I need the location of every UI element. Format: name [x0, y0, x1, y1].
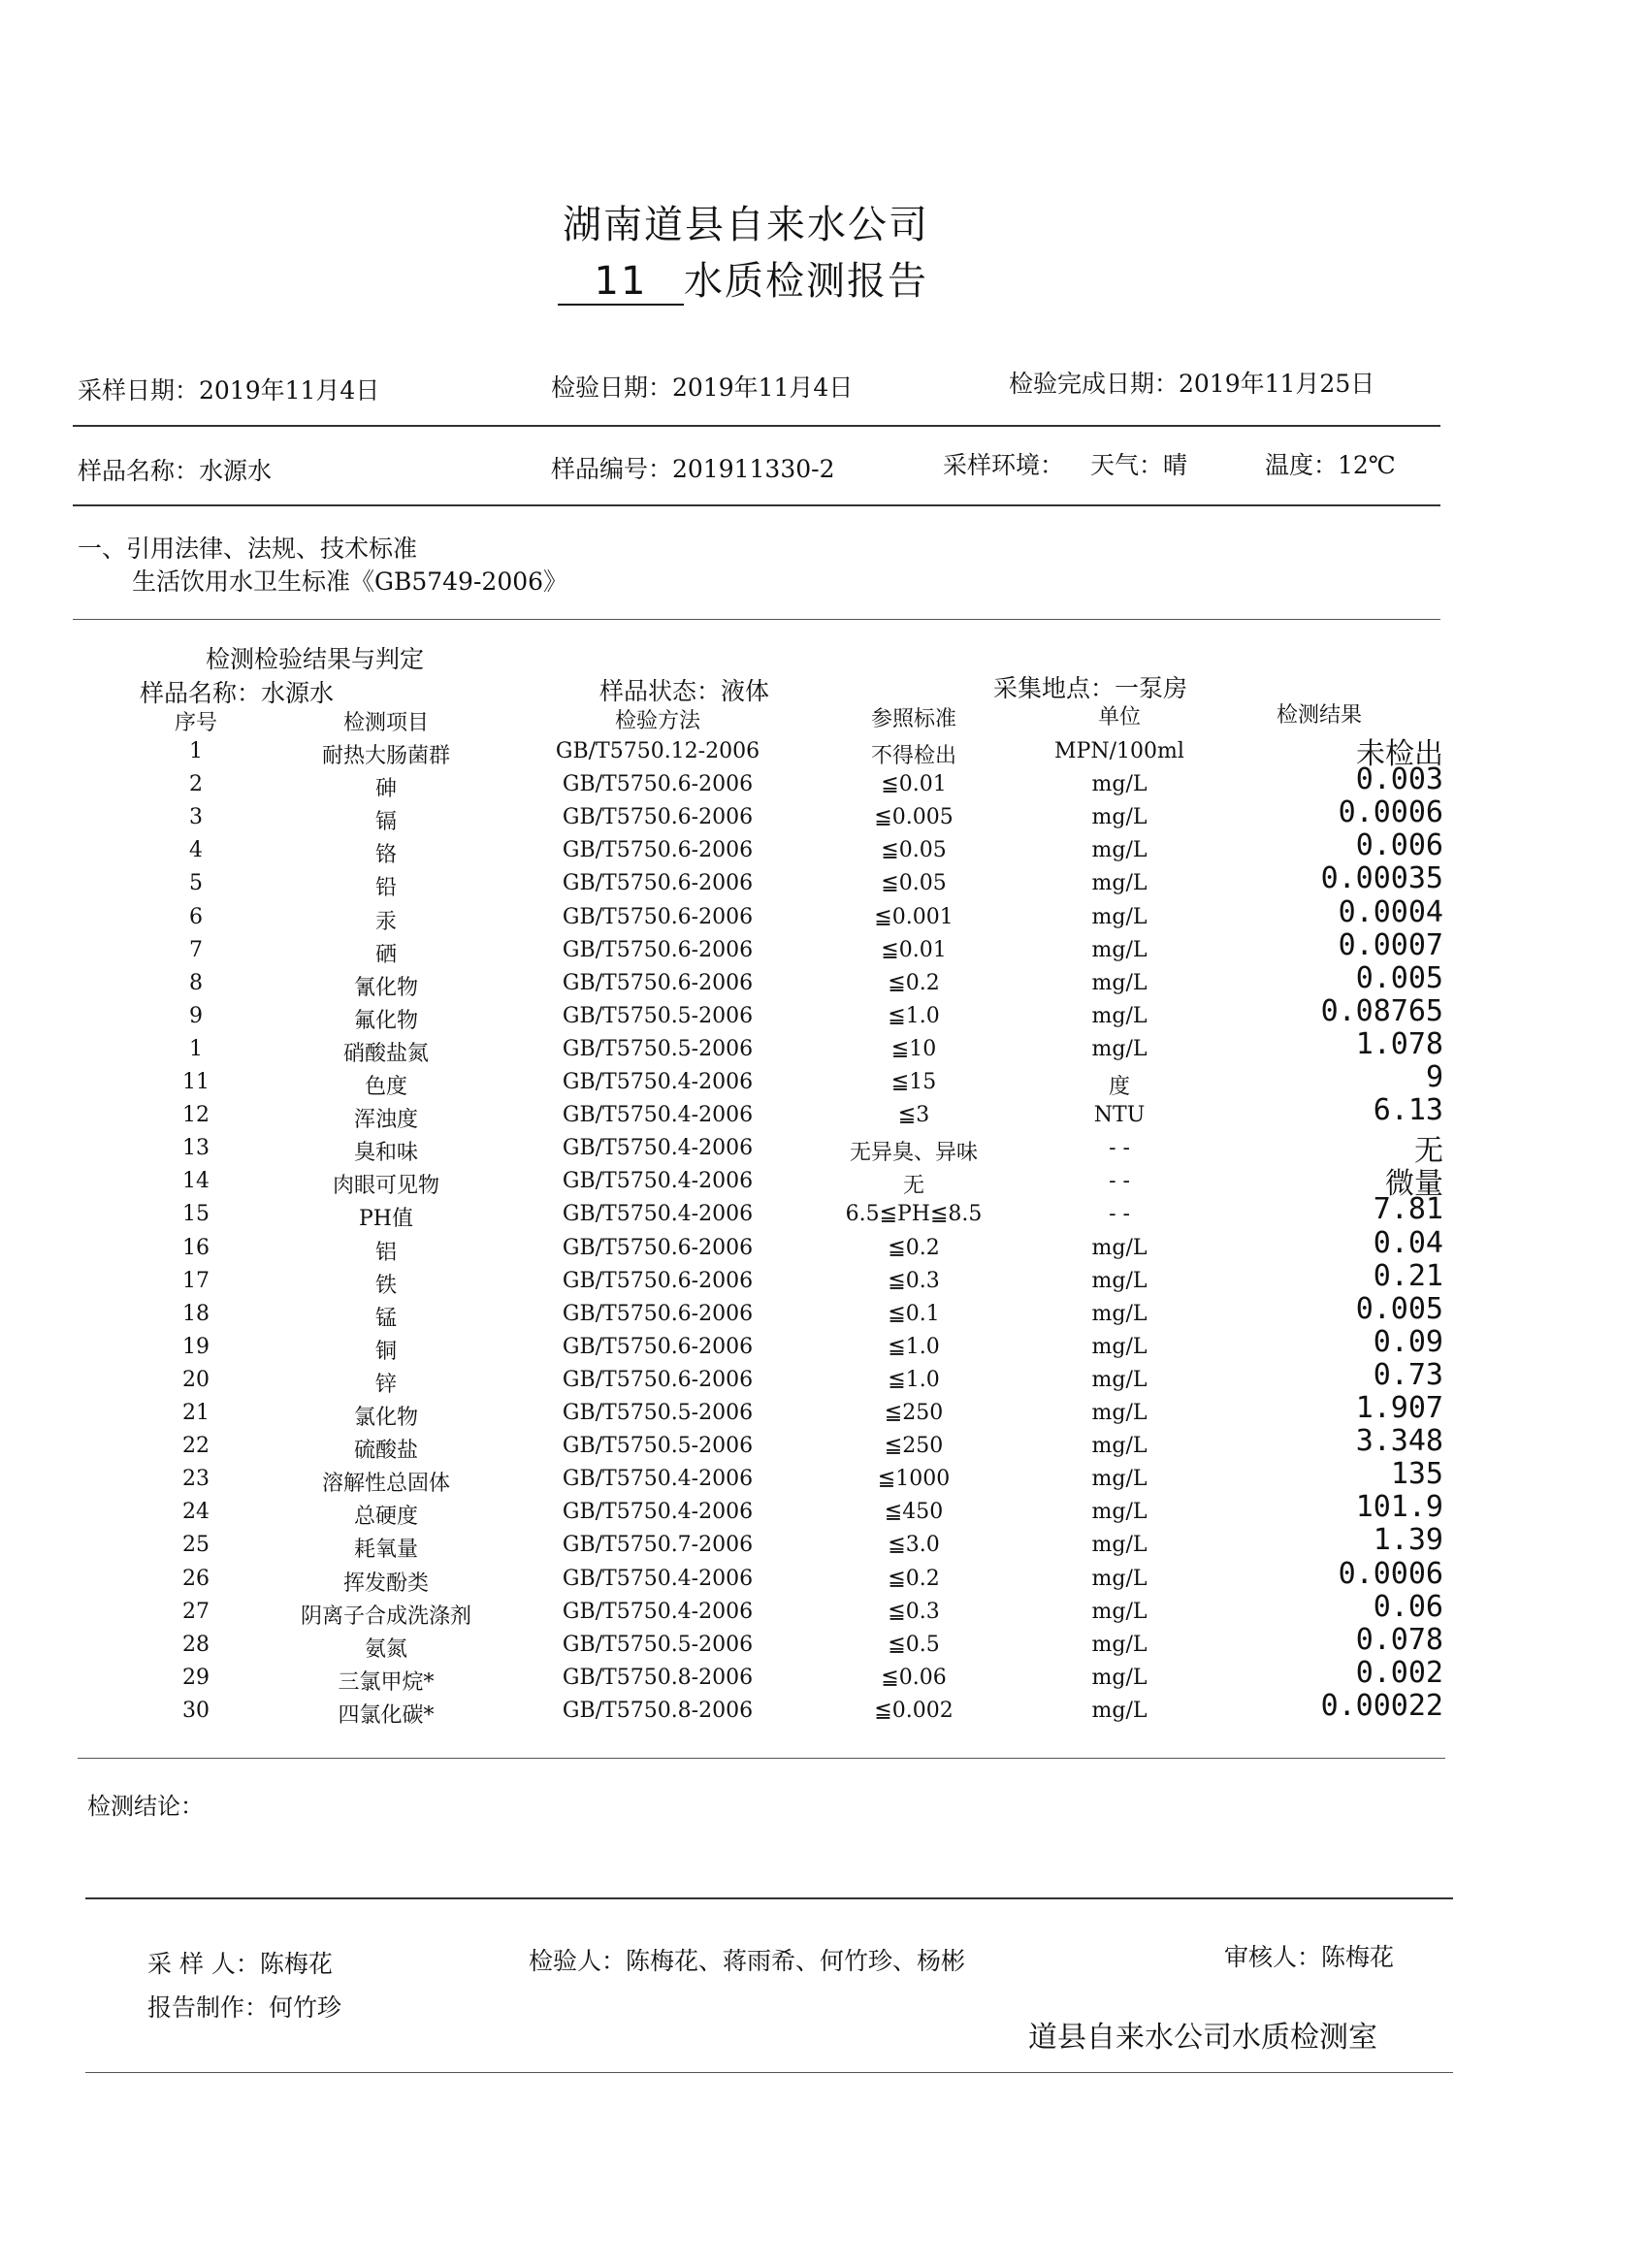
- row-standard: ≦0.3: [888, 1268, 940, 1293]
- row-number: 7: [189, 937, 203, 962]
- row-number: 1: [189, 739, 203, 763]
- column-header-unit: 单位: [1097, 705, 1141, 729]
- row-number: 16: [182, 1235, 210, 1260]
- row-item: 肉眼可见物: [332, 1174, 439, 1199]
- row-method: GB/T5750.6-2006: [562, 1235, 754, 1260]
- row-method: GB/T5750.4-2006: [562, 1103, 754, 1128]
- row-number: 21: [182, 1401, 210, 1425]
- row-item: 铜: [374, 1339, 397, 1364]
- row-number: 4: [189, 838, 203, 863]
- row-unit: NTU: [1093, 1103, 1146, 1128]
- row-method: GB/T5750.4-2006: [562, 1599, 754, 1624]
- row-unit: mg/L: [1091, 1500, 1148, 1525]
- row-standard: ≦15: [890, 1070, 937, 1094]
- standards-heading: 一、引用法律、法规、技术标准: [78, 535, 418, 563]
- row-result: 1.078: [1355, 1026, 1443, 1061]
- report-maker: 报告制作：何竹珍: [147, 1993, 342, 2022]
- row-item: 耗氧量: [353, 1538, 418, 1563]
- row-result: 6.13: [1373, 1093, 1443, 1128]
- weather: 天气：晴: [1090, 451, 1188, 479]
- row-method: GB/T5750.4-2006: [562, 1169, 754, 1194]
- sampler: 采 样 人：陈梅花: [147, 1950, 333, 1978]
- row-number: 23: [182, 1467, 210, 1492]
- row-result: 0.0006: [1338, 795, 1443, 830]
- row-number: 30: [182, 1698, 210, 1723]
- row-unit: mg/L: [1091, 1632, 1148, 1657]
- row-unit: mg/L: [1091, 1434, 1148, 1459]
- row-unit: mg/L: [1091, 1367, 1148, 1392]
- row-result: 0.21: [1373, 1258, 1443, 1293]
- row-standard: ≦0.05: [881, 838, 947, 863]
- row-standard: ≦1.0: [888, 1003, 940, 1028]
- row-method: GB/T5750.8-2006: [562, 1698, 754, 1723]
- row-standard: ≦10: [890, 1036, 937, 1061]
- column-header-no: 序号: [174, 711, 217, 735]
- test-date: 检验日期：2019年11月4日: [551, 373, 854, 402]
- row-result: 微量: [1385, 1167, 1443, 1202]
- sampling-location: 采集地点：一泵房: [993, 674, 1188, 702]
- report-title-text: 水质检测报告: [684, 259, 928, 304]
- row-result: 0.09: [1373, 1324, 1443, 1359]
- row-result: 0.06: [1373, 1589, 1443, 1624]
- report-title: [558, 250, 928, 306]
- divider: [85, 1897, 1453, 1899]
- inspectors: 检验人：陈梅花、蒋雨希、何竹珍、杨彬: [529, 1947, 966, 1975]
- report-number: 11: [558, 259, 684, 306]
- row-result: 0.006: [1355, 828, 1443, 863]
- row-number: 13: [182, 1136, 210, 1161]
- row-result: 101.9: [1355, 1490, 1443, 1525]
- row-unit: mg/L: [1091, 1268, 1148, 1293]
- row-standard: ≦0.01: [881, 937, 947, 962]
- lab-name: 道县自来水公司水质检测室: [1028, 2021, 1377, 2055]
- row-method: GB/T5750.6-2006: [562, 1334, 754, 1359]
- row-unit: mg/L: [1091, 970, 1148, 995]
- temperature: 温度：12℃: [1265, 451, 1396, 479]
- results-heading: 检测检验结果与判定: [206, 645, 425, 673]
- row-result: 0.0006: [1338, 1556, 1443, 1591]
- row-method: GB/T5750.6-2006: [562, 805, 754, 830]
- row-method: GB/T5750.6-2006: [562, 904, 754, 929]
- results-sample-name: 样品名称：水源水: [140, 679, 335, 707]
- row-unit: 度: [1108, 1075, 1130, 1099]
- row-unit: mg/L: [1091, 871, 1148, 896]
- row-standard: ≦0.002: [874, 1698, 954, 1723]
- row-method: GB/T5750.6-2006: [562, 1367, 754, 1392]
- row-unit: mg/L: [1091, 838, 1148, 863]
- row-item: 氯化物: [353, 1406, 418, 1430]
- row-method: GB/T5750.5-2006: [562, 1434, 754, 1459]
- row-unit: mg/L: [1091, 1698, 1148, 1723]
- divider: [73, 425, 1440, 427]
- row-item: 氟化物: [353, 1008, 418, 1033]
- row-result: 7.81: [1373, 1192, 1443, 1227]
- row-result: 0.00035: [1320, 861, 1443, 896]
- row-number: 9: [189, 1003, 203, 1028]
- row-number: 28: [182, 1632, 210, 1657]
- row-item: 耐热大肠菌群: [321, 744, 450, 768]
- reviewer: 审核人：陈梅花: [1224, 1943, 1395, 1971]
- row-standard: ≦0.2: [888, 1235, 940, 1260]
- row-result: 无: [1414, 1134, 1443, 1169]
- row-method: GB/T5750.6-2006: [562, 838, 754, 863]
- sample-name: 样品名称：水源水: [78, 457, 273, 485]
- row-standard: ≦0.3: [888, 1599, 940, 1624]
- row-unit: mg/L: [1091, 1533, 1148, 1558]
- row-standard: ≦0.05: [881, 871, 947, 896]
- row-number: 12: [182, 1103, 210, 1128]
- row-item: 镉: [374, 810, 397, 835]
- row-item: 总硬度: [353, 1505, 418, 1530]
- row-standard: ≦0.2: [888, 1566, 940, 1591]
- row-number: 8: [189, 970, 203, 995]
- row-unit: - -: [1109, 1202, 1130, 1227]
- column-header-result: 检测结果: [1277, 703, 1363, 728]
- row-number: 19: [182, 1334, 210, 1359]
- row-method: GB/T5750.4-2006: [562, 1202, 754, 1227]
- row-number: 15: [182, 1202, 210, 1227]
- row-number: 11: [182, 1070, 210, 1094]
- row-method: GB/T5750.7-2006: [562, 1533, 754, 1558]
- sample-number: 样品编号：201911330-2: [551, 455, 835, 483]
- divider: [73, 504, 1440, 506]
- row-unit: mg/L: [1091, 1235, 1148, 1260]
- row-method: GB/T5750.5-2006: [562, 1036, 754, 1061]
- row-result: 0.003: [1355, 762, 1443, 797]
- row-unit: mg/L: [1091, 1467, 1148, 1492]
- row-unit: mg/L: [1091, 1665, 1148, 1690]
- row-result: 未检出: [1356, 737, 1443, 771]
- row-unit: - -: [1109, 1136, 1130, 1161]
- row-result: 0.005: [1355, 1291, 1443, 1326]
- row-item: 色度: [364, 1075, 407, 1099]
- row-standard: ≦1.0: [888, 1334, 940, 1359]
- row-standard: ≦0.1: [888, 1301, 940, 1326]
- row-method: GB/T5750.6-2006: [562, 1268, 754, 1293]
- row-number: 1: [189, 1036, 203, 1061]
- row-unit: mg/L: [1091, 937, 1148, 962]
- row-item: 锌: [374, 1372, 397, 1397]
- row-method: GB/T5750.8-2006: [562, 1665, 754, 1690]
- row-method: GB/T5750.5-2006: [562, 1632, 754, 1657]
- row-result: 135: [1390, 1457, 1443, 1492]
- conclusion-label: 检测结论：: [87, 1793, 204, 1820]
- row-item: 阴离子合成洗涤剂: [300, 1604, 471, 1629]
- row-standard: ≦0.2: [888, 970, 940, 995]
- row-item: 四氯化碳*: [338, 1702, 435, 1728]
- row-number: 18: [182, 1301, 210, 1326]
- row-unit: MPN/100ml: [1054, 739, 1184, 763]
- row-standard: ≦0.01: [881, 772, 947, 797]
- row-standard: 无异臭、异味: [849, 1141, 978, 1166]
- row-method: GB/T5750.6-2006: [562, 871, 754, 896]
- row-unit: mg/L: [1091, 1599, 1148, 1624]
- row-method: GB/T5750.4-2006: [562, 1500, 754, 1525]
- row-standard: ≦1000: [877, 1467, 951, 1492]
- sample-state: 样品状态：液体: [599, 677, 770, 705]
- row-standard: ≦3: [897, 1103, 930, 1128]
- row-number: 17: [182, 1268, 210, 1293]
- row-item: 砷: [374, 777, 397, 802]
- row-method: GB/T5750.5-2006: [562, 1003, 754, 1028]
- standards-item: 生活饮用水卫生标准《GB5749-2006》: [132, 567, 568, 596]
- row-number: 6: [189, 904, 203, 929]
- row-item: 硒: [374, 942, 397, 967]
- row-standard: ≦3.0: [888, 1533, 940, 1558]
- row-unit: mg/L: [1091, 1036, 1148, 1061]
- row-standard: ≦0.005: [874, 805, 954, 830]
- row-number: 22: [182, 1434, 210, 1459]
- column-header-standard: 参照标准: [870, 707, 956, 731]
- completion-date: 检验完成日期：2019年11月25日: [1009, 370, 1375, 398]
- row-result: 9: [1425, 1060, 1443, 1094]
- row-method: GB/T5750.4-2006: [562, 1566, 754, 1591]
- row-number: 20: [182, 1367, 210, 1392]
- row-number: 29: [182, 1665, 210, 1690]
- row-standard: 无: [902, 1174, 924, 1199]
- row-method: GB/T5750.4-2006: [562, 1136, 754, 1161]
- row-result: 0.0004: [1338, 894, 1443, 929]
- row-method: GB/T5750.12-2006: [555, 739, 760, 763]
- row-item: 锰: [374, 1306, 397, 1331]
- row-item: 硫酸盐: [353, 1439, 418, 1464]
- row-unit: mg/L: [1091, 805, 1148, 830]
- row-item: 汞: [374, 909, 397, 934]
- row-method: GB/T5750.6-2006: [562, 1301, 754, 1326]
- row-item: 挥发酚类: [342, 1571, 429, 1596]
- row-item: 硝酸盐氮: [342, 1041, 429, 1066]
- row-item: 铬: [374, 843, 397, 868]
- sampling-date: 采样日期：2019年11月4日: [78, 376, 380, 405]
- row-standard: 6.5≦PH≦8.5: [845, 1202, 983, 1227]
- row-number: 3: [189, 805, 203, 830]
- row-item: 臭和味: [353, 1141, 418, 1166]
- row-unit: mg/L: [1091, 1566, 1148, 1591]
- row-method: GB/T5750.4-2006: [562, 1467, 754, 1492]
- row-unit: mg/L: [1091, 1334, 1148, 1359]
- row-number: 27: [182, 1599, 210, 1624]
- row-result: 0.005: [1355, 960, 1443, 995]
- row-method: GB/T5750.6-2006: [562, 772, 754, 797]
- row-item: 铅: [374, 876, 397, 901]
- column-header-item: 检测项目: [342, 711, 429, 735]
- row-result: 1.39: [1373, 1523, 1443, 1558]
- row-standard: ≦250: [884, 1434, 944, 1459]
- row-result: 0.04: [1373, 1225, 1443, 1260]
- row-number: 24: [182, 1500, 210, 1525]
- row-unit: mg/L: [1091, 772, 1148, 797]
- row-standard: ≦250: [884, 1401, 944, 1425]
- row-result: 1.907: [1355, 1391, 1443, 1425]
- row-unit: mg/L: [1091, 1003, 1148, 1028]
- row-result: 0.002: [1355, 1655, 1443, 1690]
- row-item: 浑浊度: [353, 1108, 418, 1133]
- row-item: 三氯甲烷*: [338, 1669, 435, 1695]
- divider: [78, 1758, 1445, 1759]
- row-unit: - -: [1109, 1169, 1130, 1194]
- row-item: 铁: [374, 1273, 397, 1298]
- row-number: 2: [189, 772, 203, 797]
- row-unit: mg/L: [1091, 1301, 1148, 1326]
- row-item: 氨氮: [364, 1636, 407, 1662]
- divider: [73, 619, 1440, 620]
- row-result: 0.0007: [1338, 927, 1443, 962]
- row-result: 3.348: [1355, 1424, 1443, 1459]
- row-number: 25: [182, 1533, 210, 1558]
- row-result: 0.078: [1355, 1622, 1443, 1657]
- row-standard: ≦0.001: [874, 904, 954, 929]
- company-title: 湖南道县自来水公司: [563, 203, 929, 247]
- row-item: 铝: [374, 1240, 397, 1265]
- row-result: 0.73: [1373, 1357, 1443, 1392]
- row-method: GB/T5750.4-2006: [562, 1070, 754, 1094]
- divider: [85, 2072, 1453, 2073]
- sampling-environment: 采样环境：: [943, 451, 1065, 479]
- row-result: 0.00022: [1320, 1688, 1443, 1723]
- row-number: 26: [182, 1566, 210, 1591]
- row-standard: ≦0.5: [888, 1632, 940, 1657]
- row-unit: mg/L: [1091, 904, 1148, 929]
- row-item: 溶解性总固体: [321, 1472, 450, 1497]
- column-header-method: 检验方法: [614, 709, 700, 733]
- row-standard: 不得检出: [870, 744, 956, 768]
- row-item: PH值: [359, 1207, 413, 1232]
- row-result: 0.08765: [1320, 993, 1443, 1028]
- row-unit: mg/L: [1091, 1401, 1148, 1425]
- row-standard: ≦1.0: [888, 1367, 940, 1392]
- row-number: 5: [189, 871, 203, 896]
- row-method: GB/T5750.6-2006: [562, 970, 754, 995]
- row-number: 14: [182, 1169, 210, 1194]
- row-method: GB/T5750.5-2006: [562, 1401, 754, 1425]
- row-item: 氰化物: [353, 975, 418, 1000]
- row-standard: ≦0.06: [881, 1665, 947, 1690]
- row-method: GB/T5750.6-2006: [562, 937, 754, 962]
- row-standard: ≦450: [884, 1500, 944, 1525]
